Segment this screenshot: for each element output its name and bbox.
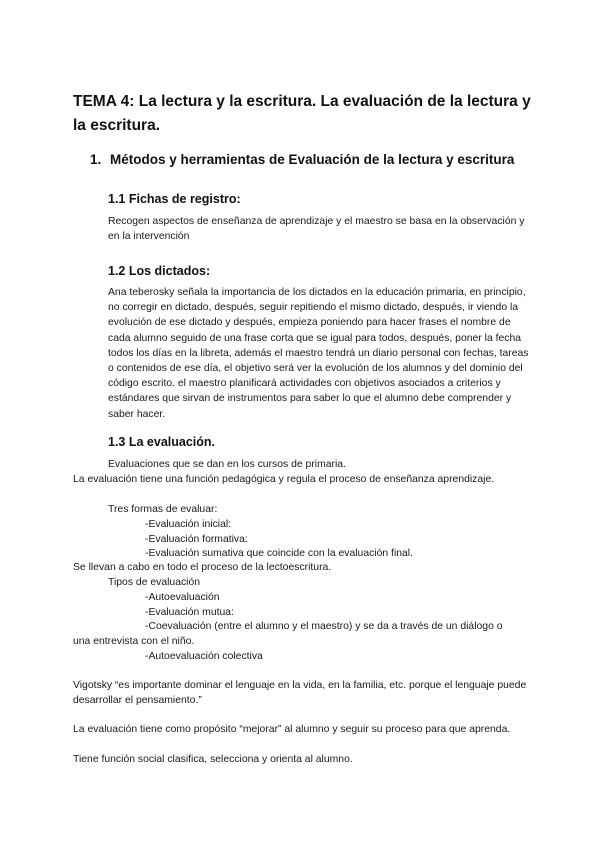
list-item: -Evaluación formativa: (145, 534, 248, 545)
text-line: Evaluaciones que se dan en los cursos de primaria. (108, 459, 346, 470)
section-heading (90, 150, 570, 170)
list-item: -Evaluación inicial: (145, 519, 232, 530)
purpose-paragraph: La evaluación tiene como propósito “mejorar” al alumno y seguir su proceso para que aprenda. (73, 724, 511, 735)
subsection-heading-dictados: 1.2 Los dictados: (108, 264, 211, 278)
list-item: -Evaluación sumativa que coincide con la evaluación final. (145, 548, 414, 559)
document-title: TEMA 4: La lectura y la escritura. La evaluación de la lectura y la escritura. (73, 93, 531, 134)
list-item: -Autoevaluación colectiva (145, 651, 263, 662)
text-line: Tres formas de evaluar: (108, 504, 218, 515)
dictados-paragraph: Ana teberosky señala la importancia de los dictados en la educación primaria, en principio, no corregir en dictado, después, seguir repitiendo el mismo dictado, después, ir viendo la evolución de ese dictado y después, empieza poniendo para hacer frases el nombre de cada alumno seguido de una frase corta que se igual para todos, después, poner la fecha todos los días en la libreta, además el maestro tendrá un diario personal con fechas, tareas o contenidos de ese día, el objetivo será ver la evolución de los alumnos y del dominio del código escrito. el maestro planificará actividades con objetivos asociados a criterios y estándares que sirvan de instrumentos para saber lo que el alumno debe comprender y saber hacer. (108, 287, 529, 420)
text-line: Tipos de evaluación (108, 577, 201, 588)
subsection-heading-fichas: 1.1 Fichas de registro: (108, 192, 241, 206)
fichas-paragraph: Recogen aspectos de enseñanza de aprendizaje y el maestro se basa en la observación y en la intervención (108, 216, 525, 243)
section-heading-text: Métodos y herramientas de Evaluación de la lectura y escritura (110, 152, 515, 167)
list-item: -Autoevaluación (145, 592, 220, 603)
list-item: -Evaluación mutua: (145, 607, 234, 618)
text-line: Se llevan a cabo en todo el proceso de la lectoescritura. (73, 562, 332, 573)
text-line: una entrevista con el niño. (73, 636, 195, 647)
social-function-line: Tiene función social clasifica, selecciona y orienta al alumno. (73, 754, 353, 765)
section-number: 1. (90, 152, 102, 167)
list-item: -Coevaluación (entre el alumno y el maestro) y se da a través de un diálogo o (145, 621, 503, 632)
subsection-heading-evaluacion: 1.3 La evaluación. (108, 435, 215, 449)
text-line: La evaluación tiene una función pedagógica y regula el proceso de enseñanza aprendizaje. (73, 474, 495, 485)
vigotsky-quote: Vigotsky “es importante dominar el lenguaje en la vida, en la familia, etc. porque el lenguaje puede desarrollar el pensamiento.” (73, 680, 527, 707)
